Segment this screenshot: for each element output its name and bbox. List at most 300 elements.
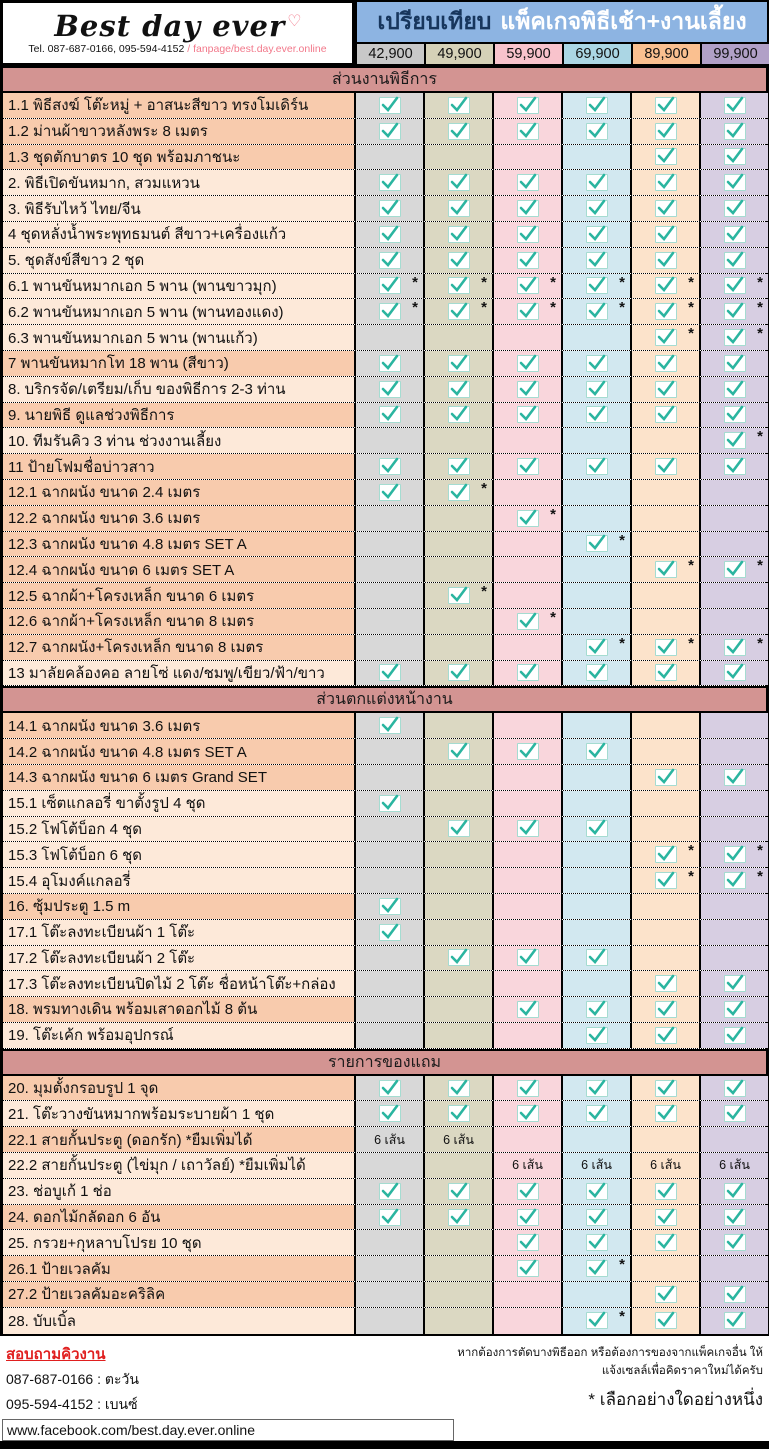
row-label: 8. บริกรจัด/เตรียม/เก็บ ของพิธีการ 2-3 ท่าน (3, 377, 354, 402)
package-cell (630, 609, 699, 634)
checkbox-checked-icon (379, 664, 401, 681)
price-row (355, 44, 769, 66)
checkbox-checked-icon (724, 329, 746, 346)
row-label: 13 มาลัยคล้องคอ ลายโซ่ แดง/ชมพู/เขียว/ฟ้า/ขาว (3, 661, 354, 686)
package-cell (423, 1101, 492, 1126)
checkbox-checked-icon (724, 1027, 746, 1044)
checkbox-checked-icon (655, 458, 677, 475)
checkbox-checked-icon (655, 1080, 677, 1097)
checkbox-checked-icon (517, 510, 539, 527)
package-cell (492, 1153, 561, 1178)
checkbox-checked-icon (655, 252, 677, 269)
slash-divider: / (187, 42, 194, 55)
package-cell (699, 583, 768, 608)
package-cell (423, 583, 492, 608)
checkbox-checked-icon (655, 1209, 677, 1226)
asterisk-marker: * (688, 634, 694, 652)
package-cell (561, 1308, 630, 1334)
checkbox-checked-icon (655, 1105, 677, 1122)
checkbox-checked-icon (724, 769, 746, 786)
package-cell (354, 93, 423, 118)
row-label: 1.2 ม่านผ้าขาวหลังพระ 8 เมตร (3, 119, 354, 144)
checkbox-checked-icon (379, 277, 401, 294)
package-cell (561, 1256, 630, 1281)
checkbox-checked-icon (655, 664, 677, 681)
package-cell (354, 609, 423, 634)
row-label: 12.2 ฉากผนัง ขนาด 3.6 เมตร (3, 506, 354, 531)
row-label: 6.3 พานขันหมากเอก 5 พาน (พานแก้ว) (3, 325, 354, 350)
package-cell (492, 145, 561, 170)
checkbox-checked-icon (586, 97, 608, 114)
asterisk-marker: * (688, 842, 694, 860)
checkbox-checked-icon (448, 484, 470, 501)
table-row (3, 791, 766, 817)
checkbox-checked-icon (586, 1209, 608, 1226)
package-cell (561, 480, 630, 505)
checkbox-checked-icon (586, 743, 608, 760)
package-cell (492, 248, 561, 273)
checkbox-checked-icon (379, 97, 401, 114)
package-cell (423, 1179, 492, 1204)
checkbox-checked-icon (655, 872, 677, 889)
checkbox-checked-icon (724, 381, 746, 398)
table-row (3, 661, 766, 687)
checkbox-checked-icon (517, 1209, 539, 1226)
package-cell (423, 971, 492, 996)
checkbox-checked-icon (655, 303, 677, 320)
section-header: รายการของแถม (3, 1049, 766, 1076)
package-cell (630, 1076, 699, 1101)
package-cell (699, 170, 768, 195)
asterisk-marker: * (481, 299, 487, 317)
section-header: ส่วนงานพิธีการ (3, 66, 766, 93)
checkbox-checked-icon (448, 303, 470, 320)
package-cell (354, 196, 423, 221)
package-cell (354, 817, 423, 842)
table-row (3, 946, 766, 972)
package-cell (699, 791, 768, 816)
row-label: 12.5 ฉากผ้า+โครงเหล็ก ขนาด 6 เมตร (3, 583, 354, 608)
package-cell (492, 1023, 561, 1048)
package-cell (354, 713, 423, 738)
checkbox-checked-icon (724, 846, 746, 863)
checkbox-checked-icon (586, 226, 608, 243)
header-right (355, 0, 769, 66)
package-cell (492, 1205, 561, 1230)
package-cell (354, 1205, 423, 1230)
package-cell (423, 248, 492, 273)
asterisk-marker: * (757, 325, 763, 343)
checkbox-checked-icon (586, 1001, 608, 1018)
package-cell (630, 765, 699, 790)
package-cell (561, 1179, 630, 1204)
package-cell (630, 635, 699, 660)
package-cell (699, 196, 768, 221)
package-cell (423, 868, 492, 893)
table-row (3, 609, 766, 635)
package-cell (423, 1127, 492, 1152)
package-cell (423, 480, 492, 505)
package-cell (492, 119, 561, 144)
package-cell (630, 170, 699, 195)
ask-queue-heading: สอบถามคิวงาน (6, 1345, 106, 1363)
checkbox-checked-icon (448, 1183, 470, 1200)
price-header-2: 49,900 (424, 44, 493, 66)
phone-line-1: 087-687-0166 : ตะวัน (6, 1370, 139, 1387)
package-cell (630, 377, 699, 402)
checkbox-checked-icon (724, 1001, 746, 1018)
package-cell (630, 351, 699, 376)
package-cell (492, 739, 561, 764)
checkbox-checked-icon (517, 381, 539, 398)
package-cell (630, 1308, 699, 1334)
package-cell (423, 170, 492, 195)
checkbox-checked-icon (586, 820, 608, 837)
table-row (3, 1308, 766, 1334)
table-row (3, 713, 766, 739)
package-cell (492, 454, 561, 479)
checkbox-checked-icon (724, 97, 746, 114)
package-cell (423, 299, 492, 324)
asterisk-marker: * (619, 634, 625, 652)
package-cell (354, 1076, 423, 1101)
checkbox-checked-icon (586, 664, 608, 681)
table-row (3, 1230, 766, 1256)
package-cell (354, 1308, 423, 1334)
checkbox-checked-icon (379, 898, 401, 915)
checkbox-checked-icon (517, 355, 539, 372)
asterisk-marker: * (619, 531, 625, 549)
asterisk-marker: * (757, 634, 763, 652)
package-cell (561, 946, 630, 971)
checkbox-checked-icon (724, 174, 746, 191)
row-label: 17.1 โต๊ะลงทะเบียนผ้า 1 โต๊ะ (3, 920, 354, 945)
package-cell (630, 1205, 699, 1230)
asterisk-marker: * (688, 325, 694, 343)
package-cell (423, 1282, 492, 1307)
package-cell (354, 894, 423, 919)
package-cell (561, 1023, 630, 1048)
package-cell (354, 1101, 423, 1126)
sheet-header (0, 0, 769, 66)
checkbox-checked-icon (586, 1183, 608, 1200)
asterisk-marker: * (757, 299, 763, 317)
package-cell (561, 170, 630, 195)
package-cell (492, 609, 561, 634)
checkbox-checked-icon (586, 381, 608, 398)
row-label: 12.1 ฉากผนัง ขนาด 2.4 เมตร (3, 480, 354, 505)
package-cell (492, 1256, 561, 1281)
checkbox-checked-icon (379, 1183, 401, 1200)
checkbox-checked-icon (379, 200, 401, 217)
package-cell (699, 946, 768, 971)
table-row (3, 428, 766, 454)
checkbox-checked-icon (448, 1080, 470, 1097)
package-cell (561, 532, 630, 557)
checkbox-checked-icon (448, 458, 470, 475)
package-cell (492, 1127, 561, 1152)
package-cell (354, 248, 423, 273)
package-cell (492, 299, 561, 324)
checkbox-checked-icon (517, 252, 539, 269)
checkbox-checked-icon (517, 458, 539, 475)
package-cell (699, 920, 768, 945)
row-label: 4 ชุดหลั่งน้ำพระพุทธมนต์ สีขาว+เครื่องแก้ว (3, 222, 354, 247)
row-label: 1.1 พิธีสงฆ์ โต๊ะหมู่ + อาสนะสีขาว ทรงโมเดิร์น (3, 93, 354, 118)
package-cell (492, 170, 561, 195)
package-cell (492, 635, 561, 660)
checkbox-checked-icon (517, 174, 539, 191)
package-cell (699, 532, 768, 557)
package-cell (423, 532, 492, 557)
package-cell (423, 1230, 492, 1255)
package-cell (492, 1101, 561, 1126)
checkbox-checked-icon (724, 458, 746, 475)
checkbox-checked-icon (586, 1105, 608, 1122)
package-cell (630, 971, 699, 996)
package-cell (561, 196, 630, 221)
checkbox-checked-icon (655, 329, 677, 346)
package-cell (354, 532, 423, 557)
checkbox-checked-icon (517, 123, 539, 140)
checkbox-checked-icon (448, 381, 470, 398)
checkbox-checked-icon (724, 148, 746, 165)
asterisk-marker: * (757, 868, 763, 886)
package-cell (561, 920, 630, 945)
package-cell (699, 1101, 768, 1126)
checkbox-checked-icon (448, 1105, 470, 1122)
checkbox-checked-icon (448, 1209, 470, 1226)
package-cell (354, 920, 423, 945)
package-cell (492, 222, 561, 247)
package-cell (561, 817, 630, 842)
asterisk-marker: * (550, 299, 556, 317)
package-cell (699, 222, 768, 247)
package-cell (630, 583, 699, 608)
checkbox-checked-icon (448, 200, 470, 217)
package-cell (423, 557, 492, 582)
asterisk-marker: * (688, 273, 694, 291)
package-cell (354, 377, 423, 402)
package-cell (423, 377, 492, 402)
checkbox-checked-icon (517, 97, 539, 114)
package-cell (699, 739, 768, 764)
asterisk-marker: * (619, 273, 625, 291)
package-cell (354, 1127, 423, 1152)
checkbox-checked-icon (724, 277, 746, 294)
row-label: 1.3 ชุดตักบาตร 10 ชุด พร้อมภาชนะ (3, 145, 354, 170)
package-cell (423, 454, 492, 479)
checkbox-checked-icon (517, 743, 539, 760)
package-cell (423, 713, 492, 738)
asterisk-marker: * (481, 479, 487, 497)
asterisk-marker: * (757, 428, 763, 446)
package-cell (630, 1153, 699, 1178)
table-row (3, 583, 766, 609)
package-cell (699, 1205, 768, 1230)
table-row (3, 248, 766, 274)
table-row (3, 997, 766, 1023)
row-label: 2. พิธีเปิดขันหมาก, สวมแหวน (3, 170, 354, 195)
checkbox-checked-icon (655, 1312, 677, 1329)
package-cell (561, 609, 630, 634)
checkbox-checked-icon (586, 949, 608, 966)
page-title: แพ็คเกจพิธีเช้า+งานเลี้ยง (500, 8, 747, 34)
checkbox-checked-icon (586, 252, 608, 269)
checkbox-checked-icon (724, 1234, 746, 1251)
package-cell (354, 454, 423, 479)
package-cell (492, 1282, 561, 1307)
checkbox-checked-icon (517, 1183, 539, 1200)
package-cell (699, 506, 768, 531)
package-cell (630, 946, 699, 971)
section-header: ส่วนตกแต่งหน้างาน (3, 686, 766, 713)
package-cell (354, 274, 423, 299)
checkbox-checked-icon (448, 252, 470, 269)
checkbox-checked-icon (655, 1234, 677, 1251)
package-cell (423, 119, 492, 144)
package-cell (630, 1256, 699, 1281)
package-cell (354, 583, 423, 608)
row-label: 11 ป้ายโฟมชื่อบ่าวสาว (3, 454, 354, 479)
package-cell (630, 713, 699, 738)
checkbox-checked-icon (586, 1080, 608, 1097)
checkbox-checked-icon (655, 561, 677, 578)
package-cell (423, 351, 492, 376)
package-cell (561, 583, 630, 608)
checkbox-checked-icon (517, 1080, 539, 1097)
package-cell (354, 557, 423, 582)
checkbox-checked-icon (448, 664, 470, 681)
checkbox-checked-icon (655, 639, 677, 656)
package-cell (561, 351, 630, 376)
package-cell (630, 274, 699, 299)
checkbox-checked-icon (448, 226, 470, 243)
asterisk-marker: * (619, 1256, 625, 1274)
table-row (3, 403, 766, 429)
package-cell (630, 661, 699, 686)
package-cell (630, 403, 699, 428)
table-row (3, 532, 766, 558)
package-cell (492, 1230, 561, 1255)
package-cell (699, 1153, 768, 1178)
asterisk-marker: * (757, 273, 763, 291)
checkbox-checked-icon (517, 200, 539, 217)
package-cell (492, 1179, 561, 1204)
package-cell (492, 894, 561, 919)
package-cell (699, 661, 768, 686)
package-cell (699, 454, 768, 479)
row-label: 12.6 ฉากผ้า+โครงเหล็ก ขนาด 8 เมตร (3, 609, 354, 634)
package-cell (561, 454, 630, 479)
row-label: 19. โต๊ะเค้ก พร้อมอุปกรณ์ (3, 1023, 354, 1048)
package-cell (561, 713, 630, 738)
package-cell (354, 661, 423, 686)
package-cell (699, 377, 768, 402)
package-cell (561, 506, 630, 531)
table-row (3, 739, 766, 765)
package-cell (630, 1127, 699, 1152)
row-label: 7 พานขันหมากโท 18 พาน (สีขาว) (3, 351, 354, 376)
row-label: 15.2 โฟโต้บ็อก 4 ชุด (3, 817, 354, 842)
checkbox-checked-icon (724, 252, 746, 269)
checkbox-checked-icon (586, 639, 608, 656)
checkbox-checked-icon (724, 406, 746, 423)
package-cell (354, 480, 423, 505)
heart-icon: ♡ (287, 10, 303, 30)
checkbox-checked-icon (517, 226, 539, 243)
package-cell (561, 842, 630, 867)
facebook-link[interactable]: www.facebook.com/best.day.ever.online (2, 1419, 454, 1441)
checkbox-checked-icon (379, 924, 401, 941)
checkbox-checked-icon (379, 381, 401, 398)
package-cell (423, 1153, 492, 1178)
checkbox-checked-icon (448, 97, 470, 114)
brand-logo-box (0, 0, 355, 66)
checkbox-checked-icon (517, 613, 539, 630)
package-cell (630, 739, 699, 764)
checkbox-checked-icon (517, 949, 539, 966)
package-cell (699, 557, 768, 582)
bottom-divider-bar (0, 1441, 769, 1449)
package-cell (423, 93, 492, 118)
checkbox-checked-icon (517, 820, 539, 837)
brand-tel: Tel. 087-687-0166, 095-594-4152 (28, 42, 185, 55)
checkbox-checked-icon (379, 795, 401, 812)
package-cell (492, 480, 561, 505)
checkbox-checked-icon (379, 252, 401, 269)
package-cell (699, 842, 768, 867)
package-cell (354, 765, 423, 790)
package-cell (354, 971, 423, 996)
package-cell (561, 997, 630, 1022)
package-cell (630, 1282, 699, 1307)
package-cell (561, 403, 630, 428)
package-cell (354, 842, 423, 867)
table-row (3, 170, 766, 196)
package-cell (699, 635, 768, 660)
package-cell (630, 480, 699, 505)
package-cell (354, 1023, 423, 1048)
package-cell (699, 609, 768, 634)
package-cell (630, 506, 699, 531)
row-label: 6.2 พานขันหมากเอก 5 พาน (พานทองแดง) (3, 299, 354, 324)
package-cell (492, 765, 561, 790)
checkbox-checked-icon (448, 355, 470, 372)
checkbox-checked-icon (517, 277, 539, 294)
table-row (3, 920, 766, 946)
table-row (3, 351, 766, 377)
table-row (3, 274, 766, 300)
package-cell (699, 997, 768, 1022)
row-label: 23. ช่อบูเก้ 1 ช่อ (3, 1179, 354, 1204)
package-cell (354, 325, 423, 350)
table-row (3, 1179, 766, 1205)
price-header-4: 69,900 (562, 44, 631, 66)
checkbox-checked-icon (724, 975, 746, 992)
row-label: 16. ซุ้มประตู 1.5 m (3, 894, 354, 919)
package-cell (699, 274, 768, 299)
row-label: 25. กรวย+กุหลาบโปรย 10 ชุด (3, 1230, 354, 1255)
package-cell (492, 506, 561, 531)
checkbox-checked-icon (586, 123, 608, 140)
package-cell (699, 971, 768, 996)
brand-fanpage-link[interactable]: fanpage/best.day.ever.online (193, 42, 327, 55)
table-row (3, 93, 766, 119)
table-row (3, 454, 766, 480)
package-cell (561, 557, 630, 582)
package-cell (423, 1205, 492, 1230)
